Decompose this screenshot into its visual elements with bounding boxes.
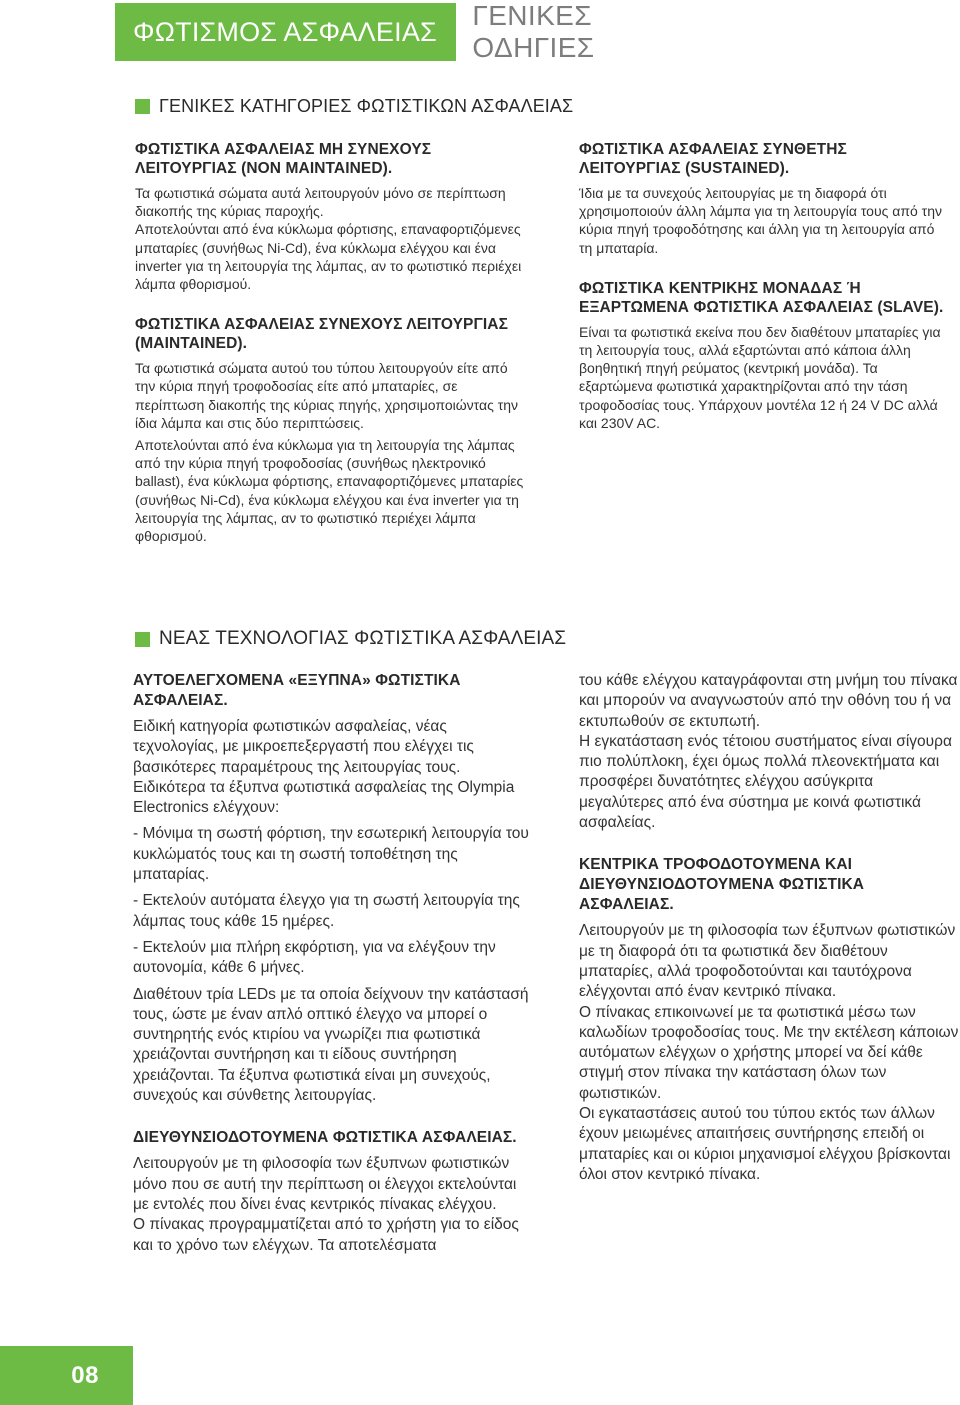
heading-maintained: ΦΩΤΙΣΤΙΚΑ ΑΣΦΑΛΕΙΑΣ ΣΥΝΕΧΟΥΣ ΛΕΙΤΟΥΡΓΙΑΣ (MAINTAINED). — [135, 316, 508, 353]
paragraph: Ίδια με τα συνεχούς λειτουργίας με τη διαφορά ότι χρησιμοποιούν άλλη λάμπα για τη λειτουργία τους από την κύρια πηγή τροφοδότησης και άλλη για τη λειτουργία από τη μπαταρία. — [579, 185, 942, 256]
heading-addressable: ΔΙΕΥΘΥΝΣΙΟΔΟΤΟΥΜΕΝΑ ΦΩΤΙΣΤΙΚΑ ΑΣΦΑΛΕΙΑΣ. — [133, 1129, 517, 1147]
page-header — [115, 0, 715, 63]
paragraph: - Μόνιμα τη σωστή φόρτιση, την εσωτερική λειτουργία του κυκλώματός τους και τη σωστή τοποθέτηση της μπαταρίας. — [133, 825, 529, 884]
paragraph: Τα φωτιστικά σώματα αυτού του τύπου λειτουργούν είτε από την κύρια πηγή τροφοδοσίας είτε από μπαταρίες, σε περίπτωση διακοπής της κύριας πηγής, χρησιμοποιώντας την ίδια λάμπα και στις δύο περιπτώσεις. — [135, 360, 519, 431]
section2-left-column — [133, 671, 536, 1256]
section2-right-column — [579, 671, 959, 1185]
section-title: ΝΕΑΣ ΤΕΧΝΟΛΟΓΙΑΣ ΦΩΤΙΣΤΙΚΑ ΑΣΦΑΛΕΙΑΣ — [159, 628, 567, 649]
header-title-block — [115, 3, 456, 61]
paragraph: Ειδική κατηγορία φωτιστικών ασφαλείας, νέας τεχνολογίας, με μικροεπεξεργαστή που ελέγχει τις βασικότερες παραμέτρους της λειτουργίας τους. — [133, 718, 474, 776]
paragraph: Ειδικότερα τα έξυπνα φωτιστικά ασφαλείας της Olympia Electronics ελέγχουν: — [133, 778, 515, 817]
paragraph: - Εκτελούν αυτόματα έλεγχο για τη σωστή λειτουργία της λάμπας τους κάθε 15 ημέρες. — [133, 892, 520, 930]
paragraph: Αποτελούνται από ένα κύκλωμα φόρτισης, επαναφορτιζόμενες μπαταρίες (συνήθως Ni-Cd), ένα κύκλωμα ελέγχου και ένα inverter για τη λειτουργία της λάμπας, αν το φωτιστικό περιέχει λάμπα φθορισμού. — [135, 221, 522, 293]
heading-non-maintained: ΦΩΤΙΣΤΙΚΑ ΑΣΦΑΛΕΙΑΣ ΜΗ ΣΥΝΕΧΟΥΣ ΛΕΙΤΟΥΡΓΙΑΣ (NON MAINTAINED). — [135, 141, 432, 177]
paragraph: Λειτουργούν με τη φιλοσοφία των έξυπνων φωτιστικών μόνο που σε αυτή την περίπτωση οι έλεγχοι εκτελούνται με εντολές που δίνει ένας κεντρικός πίνακας ελέγχου. — [133, 1155, 517, 1213]
heading-central-addressable: ΚΕΝΤΡΙΚΑ ΤΡΟΦΟΔΟΤΟΥΜΕΝΑ ΚΑΙ ΔΙΕΥΘΥΝΣΙΟΔΟΤΟΥΜΕΝΑ ΦΩΤΙΣΤΙΚΑ ΑΣΦΑΛΕΙΑΣ. — [579, 856, 865, 914]
paragraph: Λειτουργούν με τη φιλοσοφία των έξυπνων φωτιστικών με τη διαφορά ότι τα φωτιστικά δεν διαθέτουν μπαταρίες, αλλά τροφοδοτούνται και ταυτόχρονα ελέγχονται από έναν κεντρικό πίνακα. — [579, 922, 956, 1001]
paragraph: Οι εγκαταστάσεις αυτού του τύπου εκτός των άλλων έχουν μειωμένες απαιτήσεις συντήρησης επειδή οι μπαταρίες και οι κύριοι μηχανισμοί ελέγχου βρίσκονται όλοι στον κεντρικό πίνακα. — [579, 1105, 951, 1183]
heading-slave: ΦΩΤΙΣΤΙΚΑ ΚΕΝΤΡΙΚΗΣ ΜΟΝΑΔΑΣ Ή ΕΞΑΡΤΩΜΕΝΑ ΦΩΤΙΣΤΙΚΑ ΑΣΦΑΛΕΙΑΣ (SLAVE). — [579, 279, 944, 316]
section-heading-general — [135, 96, 573, 117]
paragraph: Είναι τα φωτιστικά εκείνα που δεν διαθέτουν μπαταρίες για τη λειτουργία τους, αλλά εξαρτώνται από κάποια άλλη βοηθητική πηγή ρεύματος (κεντρική μονάδα). Τα εξαρτώμενα φωτιστικά χαρακτηρίζονται από την τάση τροφοδοσίας τους. Υπάρχουν μοντέλα 12 ή 24 V DC αλλά και 230V AC. — [579, 323, 941, 431]
paragraph: - Εκτελούν μια πλήρη εκφόρτιση, για να ελέγξουν την αυτονομία, κάθε 6 μήνες. — [133, 938, 496, 977]
paragraph: Η εγκατάσταση ενός τέτοιου συστήματος είναι σίγουρα πιο πολύπλοκη, έχει όμως πολλά πλεονεκτήματα και προσφέρει δυνατότητες ελέγχου ασύγκριτα μεγαλύτερες από ένα σύστημα με κοινά φωτιστικά ασφαλείας. — [579, 732, 952, 832]
paragraph: του κάθε ελέγχου καταγράφονται στη μνήμη του πίνακα και μπορούν να αναγνωστούν από την οθόνη του ή να εκτυπωθούν σε εκτυπωτή. — [579, 672, 958, 730]
paragraph: Ο πίνακας προγραμματίζεται από το χρήστη για το είδος και το χρόνο των ελέγχων. Τα αποτελέσματα — [133, 1216, 519, 1254]
page-subtitle: ΓΕΝΙΚΕΣ ΟΔΗΓΙΕΣ — [472, 0, 595, 63]
heading-smart-lights: ΑΥΤΟΕΛΕΓΧΟΜΕΝΑ «ΕΞΥΠΝΑ» ΦΩΤΙΣΤΙΚΑ ΑΣΦΑΛΕΙΑΣ. — [133, 672, 461, 709]
page-title: ΦΩΤΙΣΜΟΣ ΑΣΦΑΛΕΙΑΣ — [133, 16, 437, 47]
paragraph: Ο πίνακας επικοινωνεί με τα φωτιστικά μέσω των καλωδίων τροφοδοσίας τους. Με την εκτέλεση κάποιων αυτόματων ελέγχων ο χρήστης μπορεί να δεί κάθε στιγμή στον πίνακα την κατάσταση όλων των φωτιστικών. — [579, 1003, 959, 1102]
page-number: 08 — [71, 1361, 99, 1389]
page-number-block — [0, 1346, 133, 1405]
green-square-bullet-icon — [135, 99, 150, 114]
paragraph: Διαθέτουν τρία LEDs με τα οποία δείχνουν την κατάστασή τους, ώστε με έναν απλό οπτικό έλεγχο να μπορεί ο συντηρητής ενός κτιρίου να γνωρίζει πια φωτιστικά χρειάζονται συντήρηση και τι είδους συντήρηση χρειάζονται. Τα έξυπνα φωτιστικά είναι μη συνεχούς, συνεχούς και σύνθετης λειτουργίας. — [133, 985, 529, 1105]
heading-sustained: ΦΩΤΙΣΤΙΚΑ ΑΣΦΑΛΕΙΑΣ ΣΥΝΘΕΤΗΣ ΛΕΙΤΟΥΡΓΙΑΣ (SUSTAINED). — [579, 141, 847, 177]
paragraph: Τα φωτιστικά σώματα αυτά λειτουργούν μόνο σε περίπτωση διακοπής της κύριας παροχής. — [135, 185, 506, 220]
section1-left-column — [135, 140, 530, 545]
section-heading-new-technology — [135, 628, 566, 650]
section1-right-column — [579, 140, 944, 432]
green-square-bullet-icon — [135, 632, 150, 647]
paragraph: Αποτελούνται από ένα κύκλωμα για τη λειτουργία της λάμπας από την κύρια πηγή τροφοδοσίας (συνήθως ηλεκτρονικό ballast), ένα κύκλωμα φόρτισης, επαναφορτιζόμενες μπαταρίες (συνήθως Ni-Cd), ένα κύκλωμα ελέγχου και ένα inverter για τη λειτουργία της λάμπας, αν το φωτιστικό περιέχει λάμπα φθορισμού. — [135, 437, 524, 545]
section-title: ΓΕΝΙΚΕΣ ΚΑΤΗΓΟΡΙΕΣ ΦΩΤΙΣΤΙΚΩΝ ΑΣΦΑΛΕΙΑΣ — [159, 96, 574, 116]
